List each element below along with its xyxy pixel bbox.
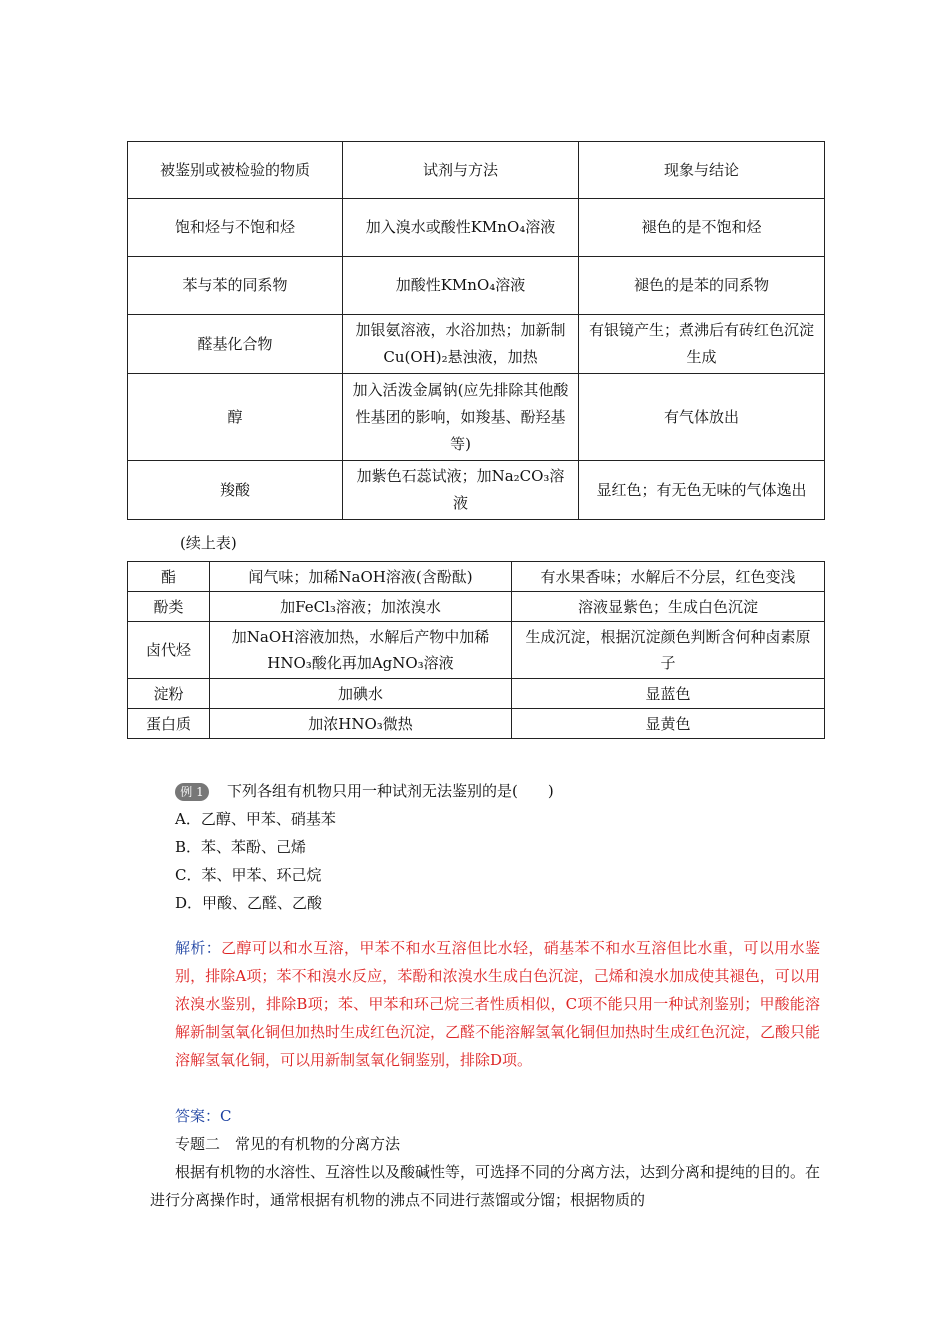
table-cell: 加FeCl₃溶液；加浓溴水: [210, 592, 512, 622]
table-cell: 淀粉: [128, 679, 210, 709]
identification-table-continued: [127, 561, 825, 739]
analysis-paragraph: [175, 934, 820, 1074]
table-cell: 醛基化合物: [128, 315, 343, 374]
table-cell: 显蓝色: [512, 679, 825, 709]
table-cell: 有气体放出: [579, 374, 825, 461]
table-cell: 显黄色: [512, 709, 825, 739]
analysis-text: 乙醇可以和水互溶，甲苯不和水互溶但比水轻，硝基苯不和水互溶但比水重，可以用水鉴别，排除A项；苯不和溴水反应，苯酚和浓溴水生成白色沉淀，己烯和溴水加成使其褪色，可以用浓溴水鉴别，排除B项；苯、甲苯和环己烷三者性质相似，C项不能只用一种试剂鉴别；甲酸能溶解新制氢氧化铜但加热时生成红色沉淀，乙醛不能溶解氢氧化铜但加热时生成红色沉淀，乙酸只能溶解氢氧化铜，可以用新制氢氧化铜鉴别，排除D项。: [175, 939, 821, 1069]
table-cell: 有水果香味；水解后不分层，红色变浅: [512, 562, 825, 592]
answer-value: C: [220, 1107, 232, 1125]
example-question: [175, 777, 820, 917]
table-cell: 闻气味；加稀NaOH溶液(含酚酞): [210, 562, 512, 592]
table-cell: 羧酸: [128, 461, 343, 520]
table-cell: 饱和烃与不饱和烃: [128, 199, 343, 257]
table-cell: 苯与苯的同系物: [128, 257, 343, 315]
table-cell: 加入溴水或酸性KMnO₄溶液: [343, 199, 579, 257]
analysis-label: 解析：: [175, 939, 222, 957]
table-cell: 加入活泼金属钠(应先排除其他酸性基团的影响，如羧基、酚羟基等): [343, 374, 579, 461]
table-cell: 加银氨溶液，水浴加热；加新制Cu(OH)₂悬浊液，加热: [343, 315, 579, 374]
table-cell: 醇: [128, 374, 343, 461]
table-cell: 显红色；有无色无味的气体逸出: [579, 461, 825, 520]
table-cell: 加紫色石蕊试液；加Na₂CO₃溶液: [343, 461, 579, 520]
table-cell: 褪色的是不饱和烃: [579, 199, 825, 257]
option-a: A．乙醇、甲苯、硝基苯: [175, 810, 336, 828]
table-cell: 卤代烃: [128, 622, 210, 679]
section-title: 专题二 常见的有机物的分离方法: [175, 1135, 401, 1153]
section-paragraph: 根据有机物的水溶性、互溶性以及酸碱性等，可选择不同的分离方法，达到分离和提纯的目的。在进行分离操作时，通常根据有机物的沸点不同进行蒸馏或分馏；根据物质的: [150, 1163, 821, 1209]
table-cell: 加NaOH溶液加热，水解后产物中加稀HNO₃酸化再加AgNO₃溶液: [210, 622, 512, 679]
example-badge: 例 1: [175, 783, 209, 801]
table-cell: 酚类: [128, 592, 210, 622]
header-substance: 被鉴别或被检验的物质: [128, 142, 343, 199]
table-cell: 加酸性KMnO₄溶液: [343, 257, 579, 315]
table-cell: 加碘水: [210, 679, 512, 709]
table-cell: 酯: [128, 562, 210, 592]
option-d: D．甲酸、乙醛、乙酸: [175, 894, 323, 912]
table-cell: 加浓HNO₃微热: [210, 709, 512, 739]
option-c: C．苯、甲苯、环己烷: [175, 866, 322, 884]
answer-line: [175, 1102, 820, 1130]
table-cell: 蛋白质: [128, 709, 210, 739]
identification-table: [127, 141, 825, 520]
continued-label: (续上表): [180, 534, 237, 552]
question-text: 下列各组有机物只用一种试剂无法鉴别的是( ): [227, 782, 554, 800]
option-b: B．苯、苯酚、己烯: [175, 838, 307, 856]
table-cell: 有银镜产生；煮沸后有砖红色沉淀生成: [579, 315, 825, 374]
table-cell: 生成沉淀，根据沉淀颜色判断含何种卤素原子: [512, 622, 825, 679]
header-result: 现象与结论: [579, 142, 825, 199]
answer-label: 答案：: [175, 1107, 221, 1125]
table-cell: 褪色的是苯的同系物: [579, 257, 825, 315]
table-cell: 溶液显紫色；生成白色沉淀: [512, 592, 825, 622]
header-method: 试剂与方法: [343, 142, 579, 199]
